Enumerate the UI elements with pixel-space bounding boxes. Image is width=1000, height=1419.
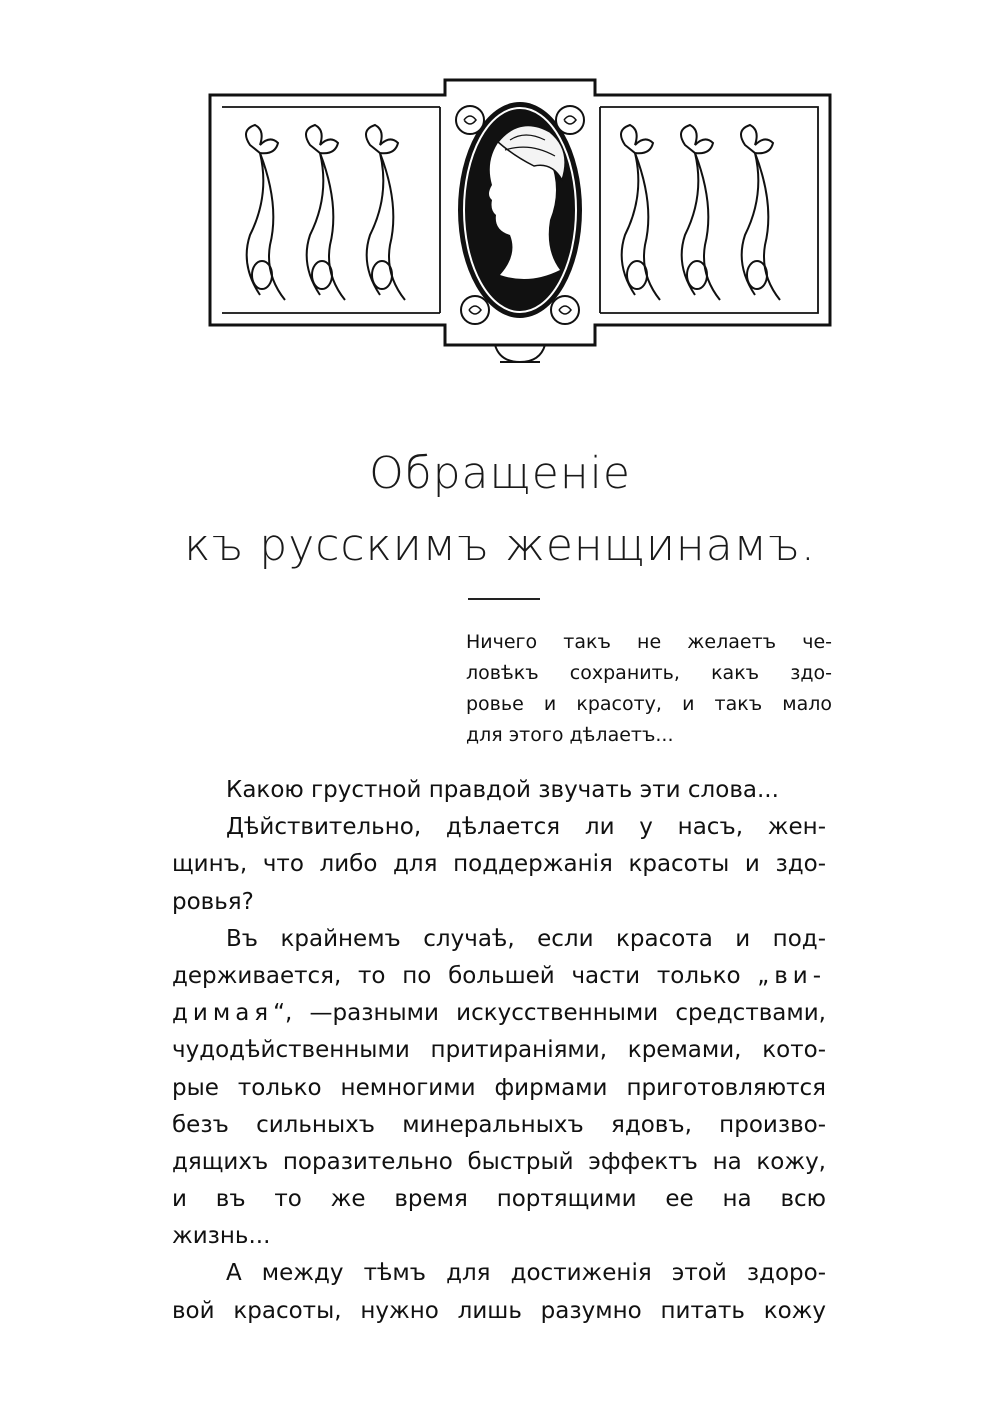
body-text-fragment: “, —разными искусственными средствами, <box>273 1000 826 1027</box>
art-nouveau-headpiece-ornament <box>200 70 840 380</box>
chapter-title-line-2: къ русскимъ женщинамъ. <box>184 520 816 571</box>
body-line: чудодѣйственными притираніями, кремами, кото- <box>172 1037 826 1064</box>
body-line: жизнь... <box>172 1223 271 1250</box>
body-line: дящихъ поразительно быстрый эффектъ на кожу, <box>172 1148 826 1175</box>
body-text-fragment: держивается, то по большей части только <box>172 962 741 989</box>
spaced-emphasis: „ви- <box>757 962 827 989</box>
epigraph <box>466 627 832 751</box>
body-line: щинъ, что либо для поддержанія красоты и здо- <box>172 851 826 878</box>
body-line: вой красоты, нужно лишь разумно питать кожу <box>172 1297 826 1324</box>
body-line: Дѣйствительно, дѣлается ли у насъ, жен- <box>226 814 826 841</box>
spaced-emphasis: димая <box>172 1000 274 1027</box>
body-line: ровья? <box>172 888 254 915</box>
epigraph-line: ровье и красоту, и такъ мало <box>466 693 832 715</box>
body-line <box>172 958 826 995</box>
cameo-portrait-icon <box>456 102 584 324</box>
epigraph-line: ловѣкъ сохранить, какъ здо- <box>466 662 832 684</box>
body-line: рые только немногими фирмами приготовляются <box>172 1074 826 1101</box>
body-text <box>172 772 826 1330</box>
epigraph-line: для этого дѣлаетъ... <box>466 724 674 746</box>
title-divider <box>468 598 540 600</box>
body-line: А между тѣмъ для достиженія этой здоро- <box>226 1260 826 1287</box>
chapter-title-line-1: Обращеніе <box>369 448 631 499</box>
body-line: Въ крайнемъ случаѣ, если красота и под- <box>226 925 826 952</box>
body-line: Какою грустной правдой звучать эти слова... <box>226 777 779 803</box>
body-line: безъ сильныхъ минеральныхъ ядовъ, произво- <box>172 1111 826 1138</box>
body-line <box>172 995 826 1032</box>
body-line: и въ то же время портящими ее на всю <box>172 1186 826 1213</box>
epigraph-line: Ничего такъ не желаетъ че- <box>466 631 832 653</box>
